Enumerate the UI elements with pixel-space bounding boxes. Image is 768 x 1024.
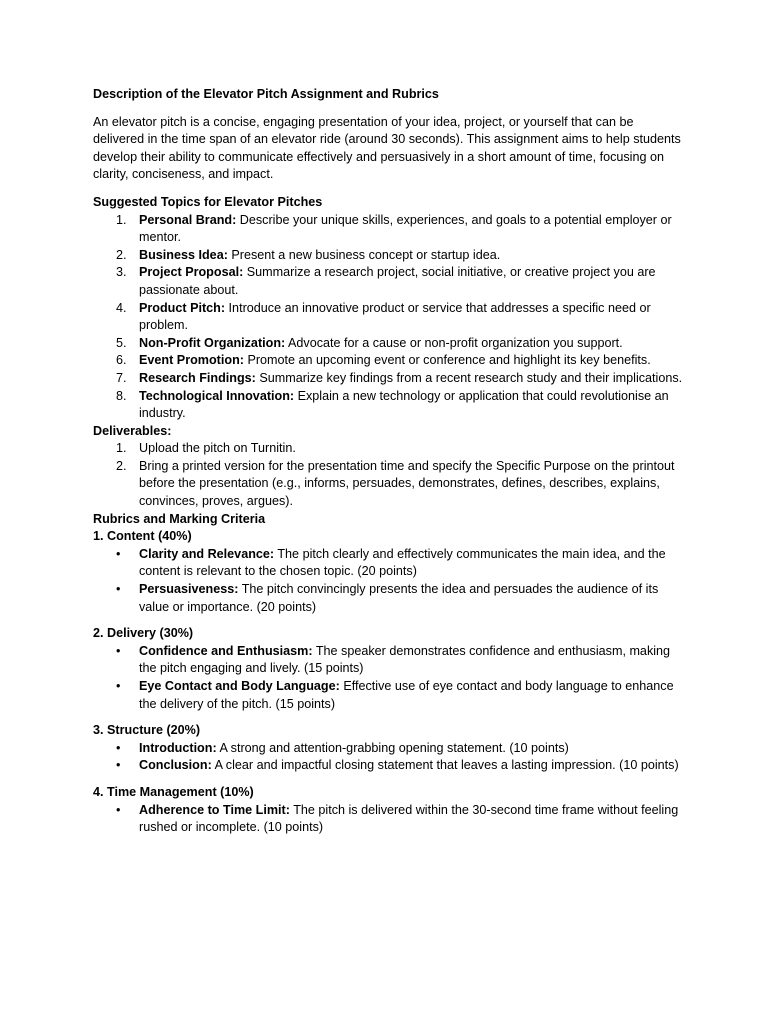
list-number: 7. [116,370,127,385]
list-number: 3. [116,265,127,280]
criterion-text: A strong and attention-grabbing opening statement. (10 points) [216,740,569,755]
rubric-group-heading: 3. Structure (20%) [93,723,201,738]
list-number: 1. [116,441,127,456]
topic-term: Product Pitch: [139,300,226,315]
rubric-criteria-list [93,546,688,616]
criterion-term: Confidence and Enthusiasm: [139,643,313,658]
bullet-icon: • [116,679,121,693]
bullet-icon: • [116,582,121,597]
topic-text: Summarize key findings from a recent research study and their implications. [255,370,683,385]
rubric-group-structure [93,722,688,775]
list-number: 2. [116,458,127,473]
deliverable-text: Upload the pitch on Turnitin. [139,441,296,456]
topic-term: Personal Brand: [139,212,237,227]
rubric-group-heading: 1. Content (40%) [93,529,192,544]
criterion-term: Eye Contact and Body Language: [139,679,340,693]
list-item [93,388,688,423]
list-number: 4. [116,300,127,315]
bullet-icon: • [116,740,121,755]
rubric-group-heading: 4. Time Management (10%) [93,784,254,799]
list-item [93,757,688,775]
intro-paragraph: An elevator pitch is a concise, engaging presentation of your idea, project, or yourself that can be delivered in the time span of an elevator ride (around 30 seconds). This assignment aims to help students develop their ability to communicate effectively and persuasively in a short amount of time, focusing on clarity, conciseness, and impact. [93,114,681,182]
topic-term: Business Idea: [139,247,228,262]
rubric-group-time-management [93,784,688,837]
topic-text: Present a new business concept or startup idea. [227,247,501,262]
criterion-text: A clear and impactful closing statement that leaves a lasting impression. (10 points) [211,758,679,773]
criterion-term: Persuasiveness: [139,582,239,597]
list-number: 1. [116,212,127,227]
deliverable-text: Bring a printed version for the presentation time and specify the Specific Purpose on the printout before the presentation (e.g., informs, persuades, demonstrates, defines, describes, explains, convinces, proves, argues). [139,458,675,509]
list-item [93,440,688,458]
bullet-icon: • [116,802,121,817]
topic-text: Describe your unique skills, experiences, and goals to a potential employer or mentor. [139,212,672,245]
topic-text: Introduce an innovative product or service that addresses a specific need or problem. [139,300,651,333]
rubric-group-content [93,528,688,616]
list-item [93,740,688,758]
list-item [93,678,688,713]
topics-list [93,212,688,423]
list-item [93,546,688,581]
topic-text: Promote an upcoming event or conference and highlight its key benefits. [243,353,651,368]
criterion-text: Effective use of eye contact and body language to enhance the delivery of the pitch. (15 points) [139,679,674,711]
list-item [93,300,688,335]
bullet-icon: • [116,758,121,773]
topic-term: Non-Profit Organization: [139,335,286,350]
criterion-term: Introduction: [139,740,217,755]
list-item [93,643,688,678]
criterion-text: The speaker demonstrates confidence and enthusiasm, making the pitch engaging and lively. (15 points) [139,643,671,676]
document-title: Description of the Elevator Pitch Assignment and Rubrics [93,87,439,101]
topics-heading: Suggested Topics for Elevator Pitches [93,194,323,209]
list-number: 2. [116,247,127,262]
list-item [93,802,688,837]
list-number: 6. [116,353,127,368]
list-item [93,581,688,616]
list-number: 8. [116,388,127,403]
list-item [93,212,688,247]
rubrics-heading: Rubrics and Marking Criteria [93,511,266,526]
topic-term: Event Promotion: [139,353,244,368]
rubric-group-heading: 2. Delivery (30%) [93,626,194,641]
list-item [93,335,688,353]
deliverables-heading: Deliverables: [93,423,172,438]
criterion-text: The pitch is delivered within the 30-second time frame without feeling rushed or incomplete. (10 points) [139,802,679,835]
criterion-term: Adherence to Time Limit: [139,802,290,817]
topic-text: Advocate for a cause or non-profit organization you support. [285,335,623,350]
bullet-icon: • [116,643,121,658]
list-item [93,264,688,299]
topic-term: Technological Innovation: [139,388,295,403]
list-item [93,247,688,265]
rubric-criteria-list [93,802,688,837]
list-number: 5. [116,335,127,350]
list-item [93,370,688,388]
criterion-text: The pitch convincingly presents the idea and persuades the audience of its value or importance. (20 points) [139,582,659,614]
rubric-group-delivery [93,625,688,713]
rubric-criteria-list [93,740,688,775]
list-item [93,352,688,370]
list-item [93,458,688,511]
criterion-term: Clarity and Relevance: [139,546,275,561]
topic-text: Explain a new technology or application that could revolutionise an industry. [139,388,669,421]
criterion-term: Conclusion: [139,758,212,773]
deliverables-list [93,440,688,510]
topic-term: Project Proposal: [139,265,244,280]
criterion-text: The pitch clearly and effectively communicates the main idea, and the content is relevant to the chosen topic. (20 points) [139,546,666,579]
topic-text: Summarize a research project, social initiative, or creative project you are passionate about. [139,265,656,297]
bullet-icon: • [116,546,121,561]
rubric-criteria-list [93,643,688,713]
topic-term: Research Findings: [139,370,256,385]
